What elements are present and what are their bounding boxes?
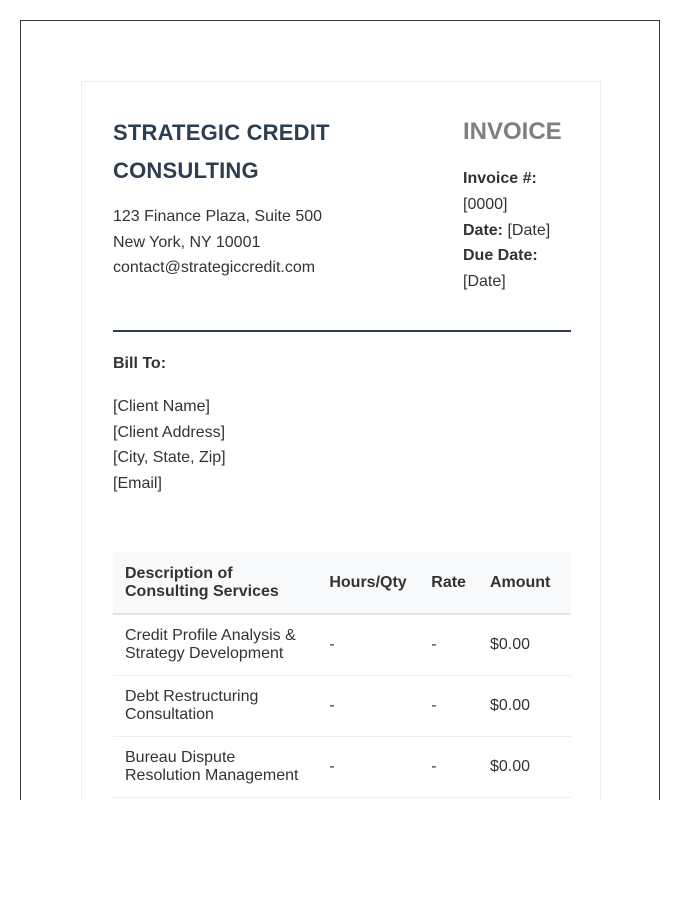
row-description: Debt Restructuring Consultation (113, 676, 317, 737)
table-row (113, 737, 571, 798)
invoice-due-value: [Date] (463, 273, 506, 291)
table-row (113, 676, 571, 737)
row-description: Credit Profile Analysis & Strategy Development (113, 614, 317, 676)
row-rate: - (419, 737, 478, 798)
services-table (113, 552, 571, 798)
invoice-number-label: Invoice #: (463, 170, 537, 187)
row-rate: - (419, 614, 478, 676)
invoice-due-label: Due Date: (463, 247, 538, 265)
row-description: Bureau Dispute Resolution Management (113, 737, 317, 798)
header-description: Description of Consulting Services (113, 552, 317, 614)
client-email: [Email] (113, 474, 162, 492)
header-divider (113, 330, 571, 332)
row-qty: - (317, 614, 419, 676)
bill-to-label: Bill To: (113, 355, 167, 372)
company-address-line1: 123 Finance Plaza, Suite 500 (113, 208, 323, 225)
header-qty: Hours/Qty (317, 552, 419, 614)
row-amount: $0.00 (478, 614, 571, 676)
invoice-date-value: [Date] (507, 221, 551, 239)
header-rate: Rate (419, 552, 478, 614)
invoice-page (81, 81, 601, 800)
invoice-date-label: Date: (463, 221, 504, 239)
invoice-meta (463, 166, 573, 295)
invoice-date (463, 218, 573, 244)
invoice-title: INVOICE (463, 118, 562, 145)
company-email: contact@strategiccredit.com (113, 259, 316, 276)
client-city-state-zip: [City, State, Zip] (113, 449, 226, 466)
company-address-line2: New York, NY 10001 (113, 233, 261, 251)
header-amount: Amount (478, 552, 571, 614)
client-address: [Client Address] (113, 423, 226, 441)
company-name: STRATEGIC CREDIT CONSULTING (113, 120, 330, 183)
invoice-number-value: [0000] (463, 195, 508, 213)
client-name: [Client Name] (113, 398, 210, 415)
row-amount: $0.00 (478, 737, 571, 798)
table-header-row (113, 552, 571, 614)
row-rate: - (419, 676, 478, 737)
table-row (113, 614, 571, 676)
row-qty: - (317, 737, 419, 798)
row-qty: - (317, 676, 419, 737)
company-address (113, 204, 413, 281)
bill-to-details (113, 394, 226, 496)
document-viewport (20, 20, 660, 800)
row-amount: $0.00 (478, 676, 571, 737)
